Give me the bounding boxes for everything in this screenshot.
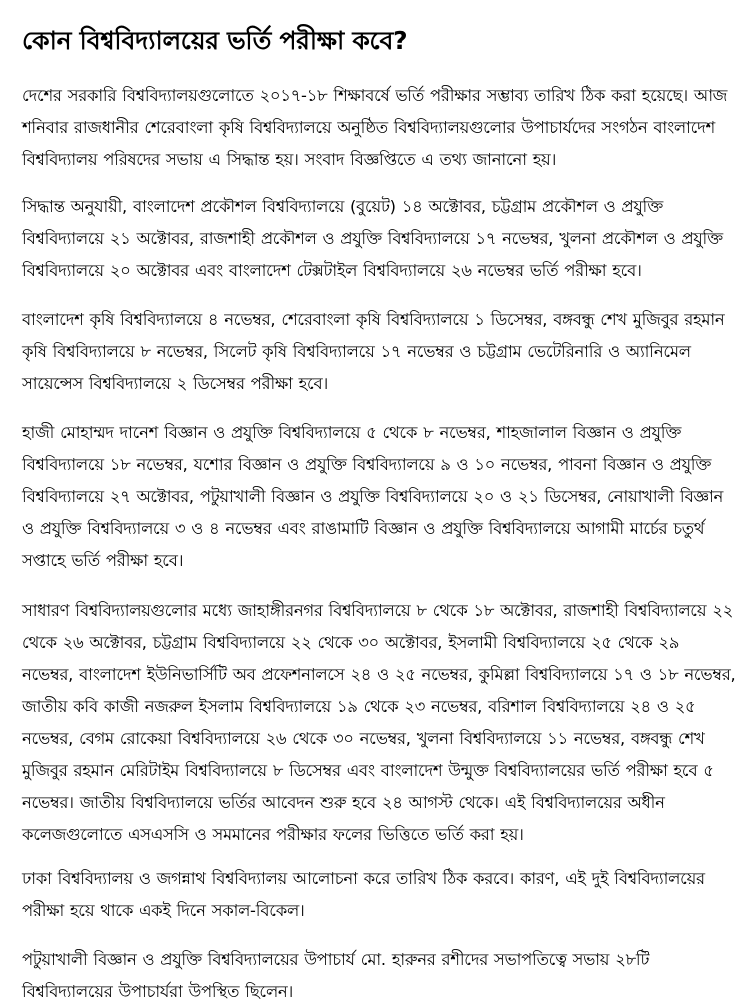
paragraph-agricultural-universities: বাংলাদেশ কৃষি বিশ্ববিদ্যালয়ে ৪ নভেম্বর, শেরেবাংলা কৃষি বিশ্ববিদ্যালয়ে ১ ডিসেম্বর, বঙ্গবন্ধু শেখ মুজিবুর রহমান কৃষি বিশ্ববিদ্যালয়ে ৮ নভেম্বর, সিলেট কৃষি বিশ্ববিদ্যালয়ে ১৭ নভেম্বর ও চট্টগ্রাম ভেটেরিনারি ও অ্যানিমেল সায়েন্সেস বিশ্ববিদ্যালয়ে ২ ডিসেম্বর পরীক্ষা হবে।: [22, 310, 725, 393]
paragraph-engineering-universities: সিদ্ধান্ত অনুযায়ী, বাংলাদেশ প্রকৌশল বিশ্ববিদ্যালয়ে (বুয়েট) ১৪ অক্টোবর, চট্টগ্রাম প্রকৌশল ও প্রযুক্তি বিশ্ববিদ্যালয়ে ২১ অক্টোবর, রাজশাহী প্রকৌশল ও প্রযুক্তি বিশ্ববিদ্যালয়ে ১৭ নভেম্বর, খুলনা প্রকৌশল ও প্রযুক্তি বিশ্ববিদ্যালয়ে ২০ অক্টোবর এবং বাংলাদেশ টেক্সটাইল বিশ্ববিদ্যালয়ে ২৬ নভেম্বর ভর্তি পরীক্ষা হবে।: [22, 197, 723, 280]
paragraph-meeting-attendance: পটুয়াখালী বিজ্ঞান ও প্রযুক্তি বিশ্ববিদ্যালয়ের উপাচার্য মো. হারুনর রশীদের সভাপতিত্বে সভায় ২৮টি বিশ্ববিদ্যালয়ের উপাচার্যরা উপস্থিত ছিলেন।: [22, 950, 650, 1001]
paragraph-science-technology-universities: হাজী মোহাম্মদ দানেশ বিজ্ঞান ও প্রযুক্তি বিশ্ববিদ্যালয়ে ৫ থেকে ৮ নভেম্বর, শাহজালাল বিজ্ঞান ও প্রযুক্তি বিশ্ববিদ্যালয়ে ১৮ নভেম্বর, যশোর বিজ্ঞান ও প্রযুক্তি বিশ্ববিদ্যালয়ে ৯ ও ১০ নভেম্বর, পাবনা বিজ্ঞান ও প্রযুক্তি বিশ্ববিদ্যালয়ে ২৭ অক্টোবর, পটুয়াখালী বিজ্ঞান ও প্রযুক্তি বিশ্ববিদ্যালয়ে ২০ ও ২১ ডিসেম্বর, নোয়াখালী বিজ্ঞান ও প্রযুক্তি বিশ্ববিদ্যালয়ে ৩ ও ৪ নভেম্বর এবং রাঙামাটি বিজ্ঞান ও প্রযুক্তি বিশ্ববিদ্যালয়ে আগামী মার্চের চতুর্থ সপ্তাহে ভর্তি পরীক্ষা হবে।: [22, 423, 724, 570]
article-title: কোন বিশ্ববিদ্যালয়ের ভর্তি পরীক্ষা কবে?: [22, 26, 408, 55]
paragraph-admission-schedule-intro: দেশের সরকারি বিশ্ববিদ্যালয়গুলোতে ২০১৭-১৮ শিক্ষাবর্ষে ভর্তি পরীক্ষার সম্ভাব্য তারিখ ঠিক করা হয়েছে। আজ শনিবার রাজধানীর শেরেবাংলা কৃষি বিশ্ববিদ্যালয়ে অনুষ্ঠিত বিশ্ববিদ্যালয়গুলোর উপাচার্যদের সংগঠন বাংলাদেশ বিশ্ববিদ্যালয় পরিষদের সভায় এ সিদ্ধান্ত হয়। সংবাদ বিজ্ঞপ্তিতে এ তথ্য জানানো হয়।: [22, 86, 727, 169]
paragraph-general-universities: সাধারণ বিশ্ববিদ্যালয়গুলোর মধ্যে জাহাঙ্গীরনগর বিশ্ববিদ্যালয়ে ৮ থেকে ১৮ অক্টোবর, রাজশাহী বিশ্ববিদ্যালয়ে ২২ থেকে ২৬ অক্টোবর, চট্টগ্রাম বিশ্ববিদ্যালয়ে ২২ থেকে ৩০ অক্টোবর, ইসলামী বিশ্ববিদ্যালয়ে ২৫ থেকে ২৯ নভেম্বর, বাংলাদেশ ইউনিভার্সিটি অব প্রফেশনালসে ২৪ ও ২৫ নভেম্বর, কুমিল্লা বিশ্ববিদ্যালয়ে ১৭ ও ১৮ নভেম্বর, জাতীয় কবি কাজী নজরুল ইসলাম বিশ্ববিদ্যালয়ে ১৯ থেকে ২৩ নভেম্বর, বরিশাল বিশ্ববিদ্যালয়ে ২৪ ও ২৫ নভেম্বর, বেগম রোকেয়া বিশ্ববিদ্যালয়ে ২৬ থেকে ৩০ নভেম্বর, খুলনা বিশ্ববিদ্যালয়ে ১১ নভেম্বর, বঙ্গবন্ধু শেখ মুজিবুর রহমান মেরিটাইম বিশ্ববিদ্যালয়ে ৮ ডিসেম্বর এবং বাংলাদেশ উন্মুক্ত বিশ্ববিদ্যালয়ের ভর্তি পরীক্ষা হবে ৫ নভেম্বর। জাতীয় বিশ্ববিদ্যালয়ে ভর্তির আবেদন শুরু হবে ২৪ আগস্ট থেকে। এই বিশ্ববিদ্যালয়ের অধীন কলেজগুলোতে এসএসসি ও সমমানের পরীক্ষার ফলের ভিত্তিতে ভর্তি করা হয়।: [22, 601, 736, 844]
paragraph-dhaka-jagannath: ঢাকা বিশ্ববিদ্যালয় ও জগন্নাথ বিশ্ববিদ্যালয় আলোচনা করে তারিখ ঠিক করবে। কারণ, এই দুই বিশ্ববিদ্যালয়ের পরীক্ষা হয়ে থাকে একই দিনে সকাল-বিকেল।: [22, 869, 705, 920]
